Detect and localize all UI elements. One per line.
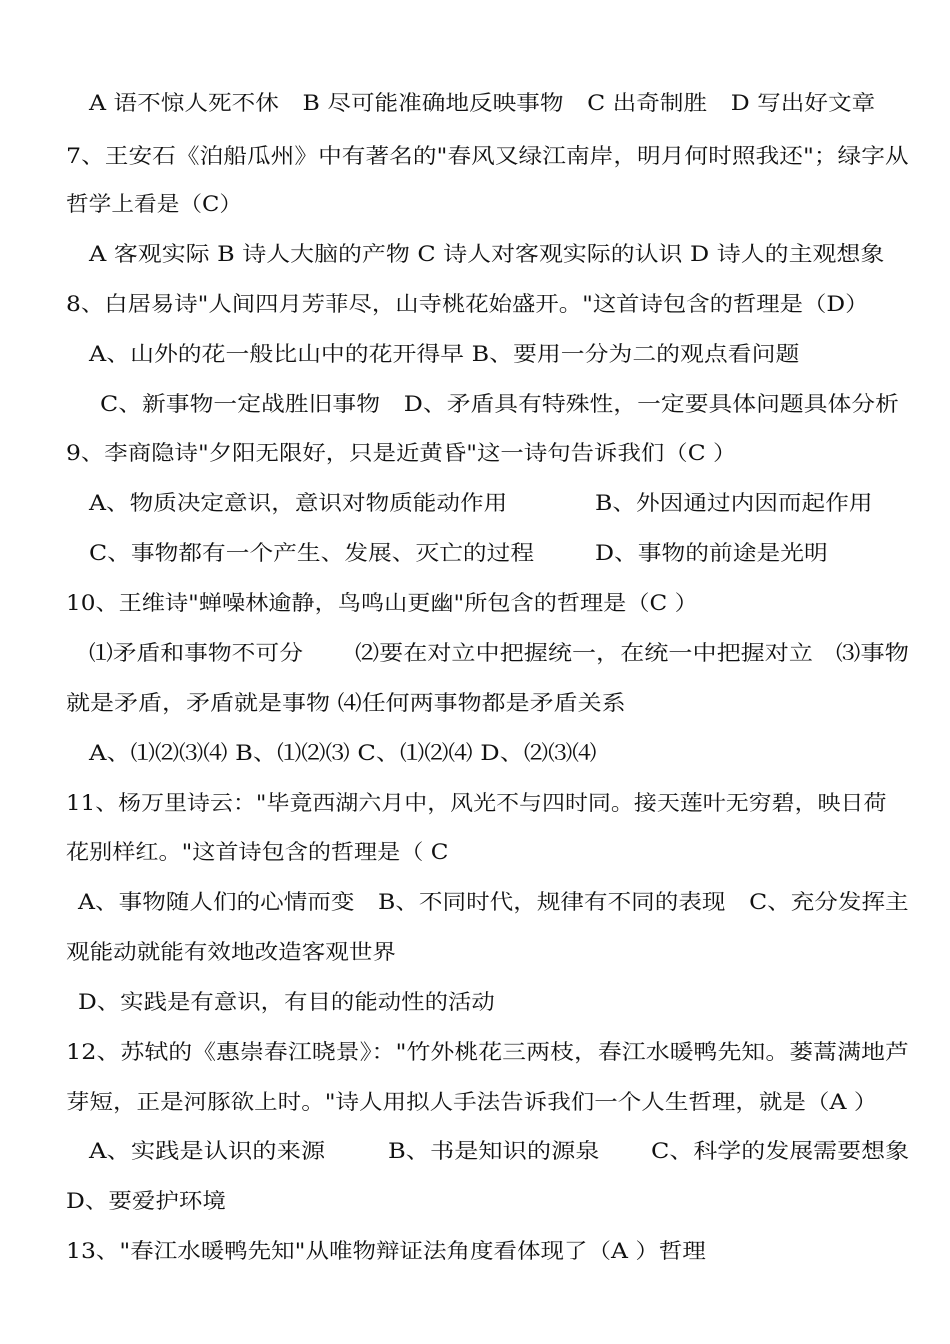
- question-7: 7、王安石《泊船瓜州》中有著名的"春风又绿江南岸，明月何时照我还"；绿字从: [66, 144, 909, 168]
- question-11: 11、杨万里诗云："毕竟西湖六月中，风光不与四时同。接天莲叶无穷碧，映日荷: [66, 791, 887, 815]
- question-13: 13、"春江水暖鸭先知"从唯物辩证法角度看体现了（A ）哲理: [66, 1239, 706, 1263]
- text-line: A、实践是认识的来源: [89, 1139, 326, 1163]
- text-line: B、书是知识的源泉: [388, 1139, 600, 1163]
- question-9: 9、李商隐诗"夕阳无限好，只是近黄昏"这一诗句告诉我们（C ）: [66, 441, 737, 465]
- question-12: 12、苏轼的《惠崇春江晓景》："竹外桃花三两枝，春江水暖鸭先知。蒌蒿满地芦: [66, 1040, 909, 1064]
- text-line: ⑵要在对立中把握统一，在统一中把握对立: [355, 641, 813, 665]
- text-line: D、实践是有意识，有目的能动性的活动: [78, 990, 495, 1014]
- text-line: ⑴矛盾和事物不可分: [89, 641, 303, 665]
- text-line: C、科学的发展需要想象: [651, 1139, 910, 1163]
- text-line: A、事物随人们的心情而变 B、不同时代，规律有不同的表现 C、充分发挥主: [78, 890, 909, 914]
- text-line: A、⑴⑵⑶⑷ B、⑴⑵⑶ C、⑴⑵⑷ D、⑵⑶⑷: [89, 741, 597, 765]
- text-line: 观能动就能有效地改造客观世界: [66, 940, 396, 964]
- text-line: A、物质决定意识，意识对物质能动作用: [89, 491, 508, 515]
- text-line: D、事物的前途是光明: [595, 541, 828, 565]
- text-line: A 语不惊人死不休 B 尽可能准确地反映事物 C 出奇制胜 D 写出好文章: [89, 91, 876, 115]
- text-line: 芽短，正是河豚欲上时。"诗人用拟人手法告诉我们一个人生哲理，就是（A ）: [66, 1090, 878, 1114]
- text-line: A、山外的花一般比山中的花开得早 B、要用一分为二的观点看问题: [89, 342, 800, 366]
- text-line: C、事物都有一个产生、发展、灭亡的过程: [89, 541, 535, 565]
- text-line: 哲学上看是（C）: [66, 192, 243, 216]
- text-line: B、外因通过内因而起作用: [595, 491, 873, 515]
- text-line: 花别样红。"这首诗包含的哲理是（ C: [66, 840, 449, 864]
- question-8: 8、白居易诗"人间四月芳菲尽，山寺桃花始盛开。"这首诗包含的哲理是（D）: [66, 292, 869, 316]
- text-line: ⑶事物: [836, 641, 909, 665]
- text-line: D、要爱护环境: [66, 1189, 226, 1213]
- question-10: 10、王维诗"蝉噪林逾静，鸟鸣山更幽"所包含的哲理是（C ）: [66, 591, 698, 615]
- text-line: A 客观实际 B 诗人大脑的产物 C 诗人对客观实际的认识 D 诗人的主观想象: [89, 242, 885, 266]
- text-line: 就是矛盾，矛盾就是事物 ⑷任何两事物都是矛盾关系: [66, 691, 626, 715]
- text-line: C、新事物一定战胜旧事物 D、矛盾具有特殊性，一定要具体问题具体分析: [100, 392, 899, 416]
